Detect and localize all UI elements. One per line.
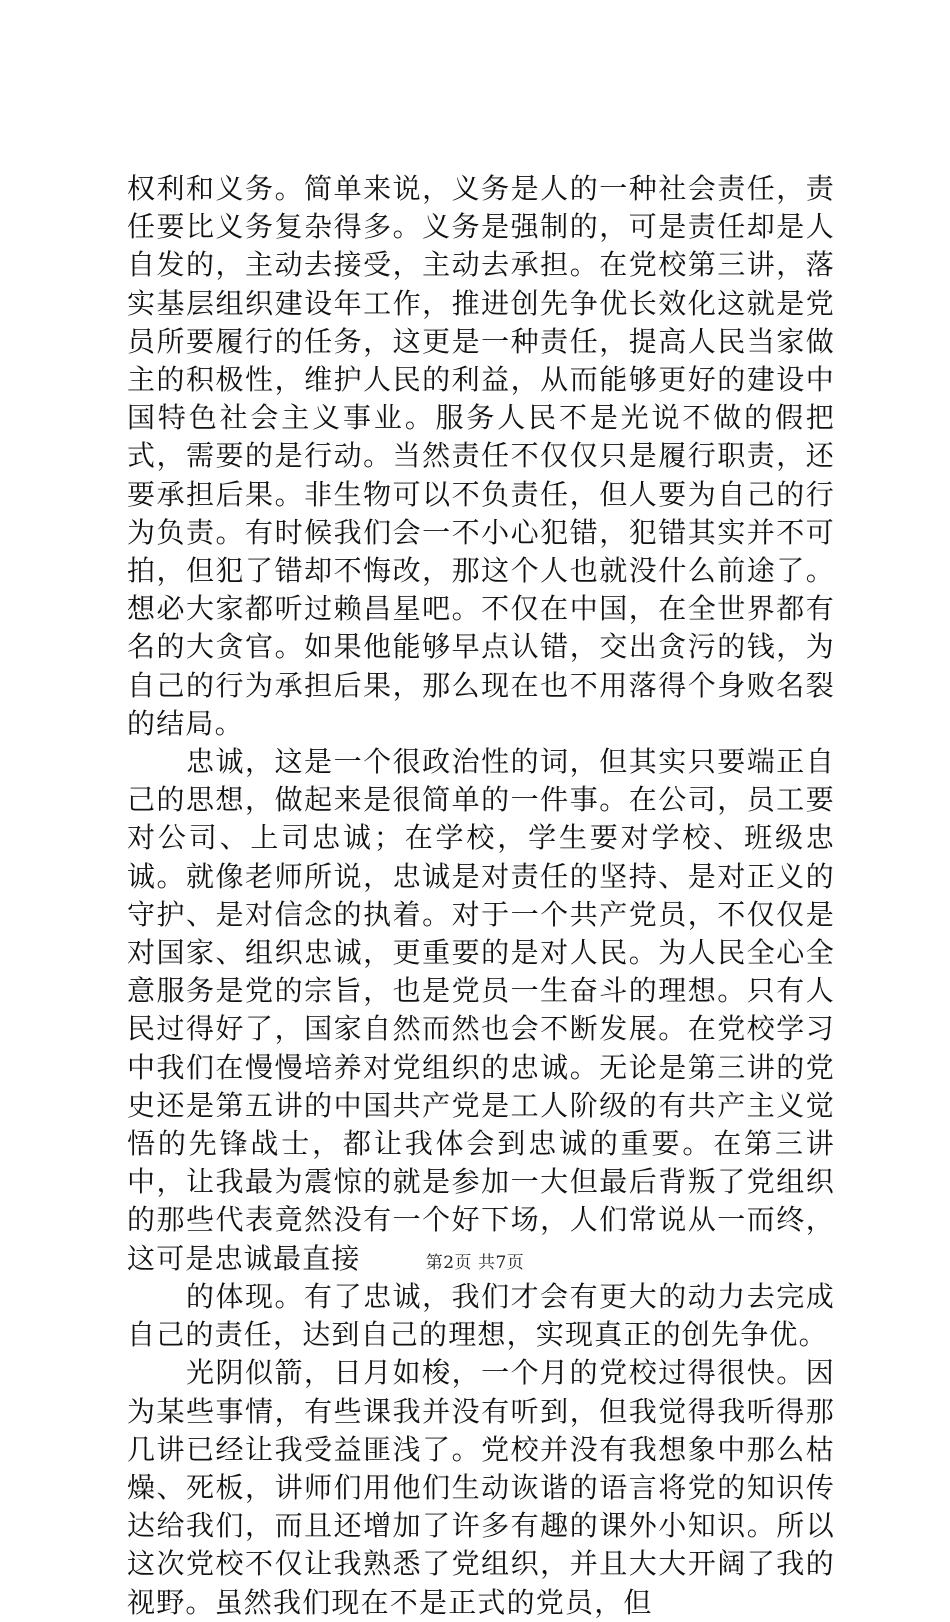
paragraph-continuation: 权利和义务。简单来说，义务是人的一种社会责任，责任要比义务复杂得多。义务是强制的，可是责任却是人自发的，主动去接受，主动去承担。在党校第三讲，落实基层组织建设年工作，推进创先争优长效化这就是党员所要履行的任务，这更是一种责任，提高人民当家做主的积极性，维护人民的利益，从而能够更好的建设中国特色社会主义事业。服务人民不是光说不做的假把式，需要的是行动。当然责任不仅仅只是履行职责，还要承担后果。非生物可以不负责任，但人要为自己的行为负责。有时候我们会一不小心犯错，犯错其实并不可拍，但犯了错却不悔改，那这个人也就没什么前途了。想必大家都听过赖昌星吧。不仅在中国，在全世界都有名的大贪官。如果他能够早点认错，交出贪污的钱，为自己的行为承担后果，那么现在也不用落得个身败名裂的结局。 xyxy=(127,172,835,740)
paragraph-loyalty-conclusion: 的体现。有了忠诚，我们才会有更大的动力去完成自己的责任，达到自己的理想，实现真正的创先争优。 xyxy=(127,1279,835,1352)
document-body xyxy=(127,170,835,1622)
paragraph-loyalty: 忠诚，这是一个很政治性的词，但其实只要端正自己的思想，做起来是很简单的一件事。在公司，员工要对公司、上司忠诚；在学校，学生要对学校、班级忠诚。就像老师所说，忠诚是对责任的坚持、是对正义的守护、是对信念的执着。对于一个共产党员，不仅仅是对国家、组织忠诚，更重要的是对人民。为人民全心全意服务是党的宗旨，也是党员一生奋斗的理想。只有人民过得好了，国家自然而然也会不断发展。在党校学习中我们在慢慢培养对党组织的忠诚。无论是第三讲的党史还是第五讲的中国共产党是工人阶级的有共产主义觉悟的先锋战士，都让我体会到忠诚的重要。在第三讲中，让我最为震惊的就是参加一大但最后背叛了党组织的那些代表竟然没有一个好下场，人们常说从一而终，这可是忠诚最直接 xyxy=(127,745,835,1275)
paragraph-reflection: 光阴似箭，日月如梭，一个月的党校过得很快。因为某些事情，有些课我并没有听到，但我觉得我听得那几讲已经让我受益匪浅了。党校并没有我想象中那么枯燥、死板，讲师们用他们生动诙谐的语言将党的知识传达给我们，而且还增加了许多有趣的课外小知识。所以这次党校不仅让我熟悉了党组织，并且大大开阔了我的视野。虽然我们现在不是正式的党员，但 xyxy=(127,1356,835,1619)
page-number-footer: 第2页 共7页 xyxy=(425,1253,525,1273)
